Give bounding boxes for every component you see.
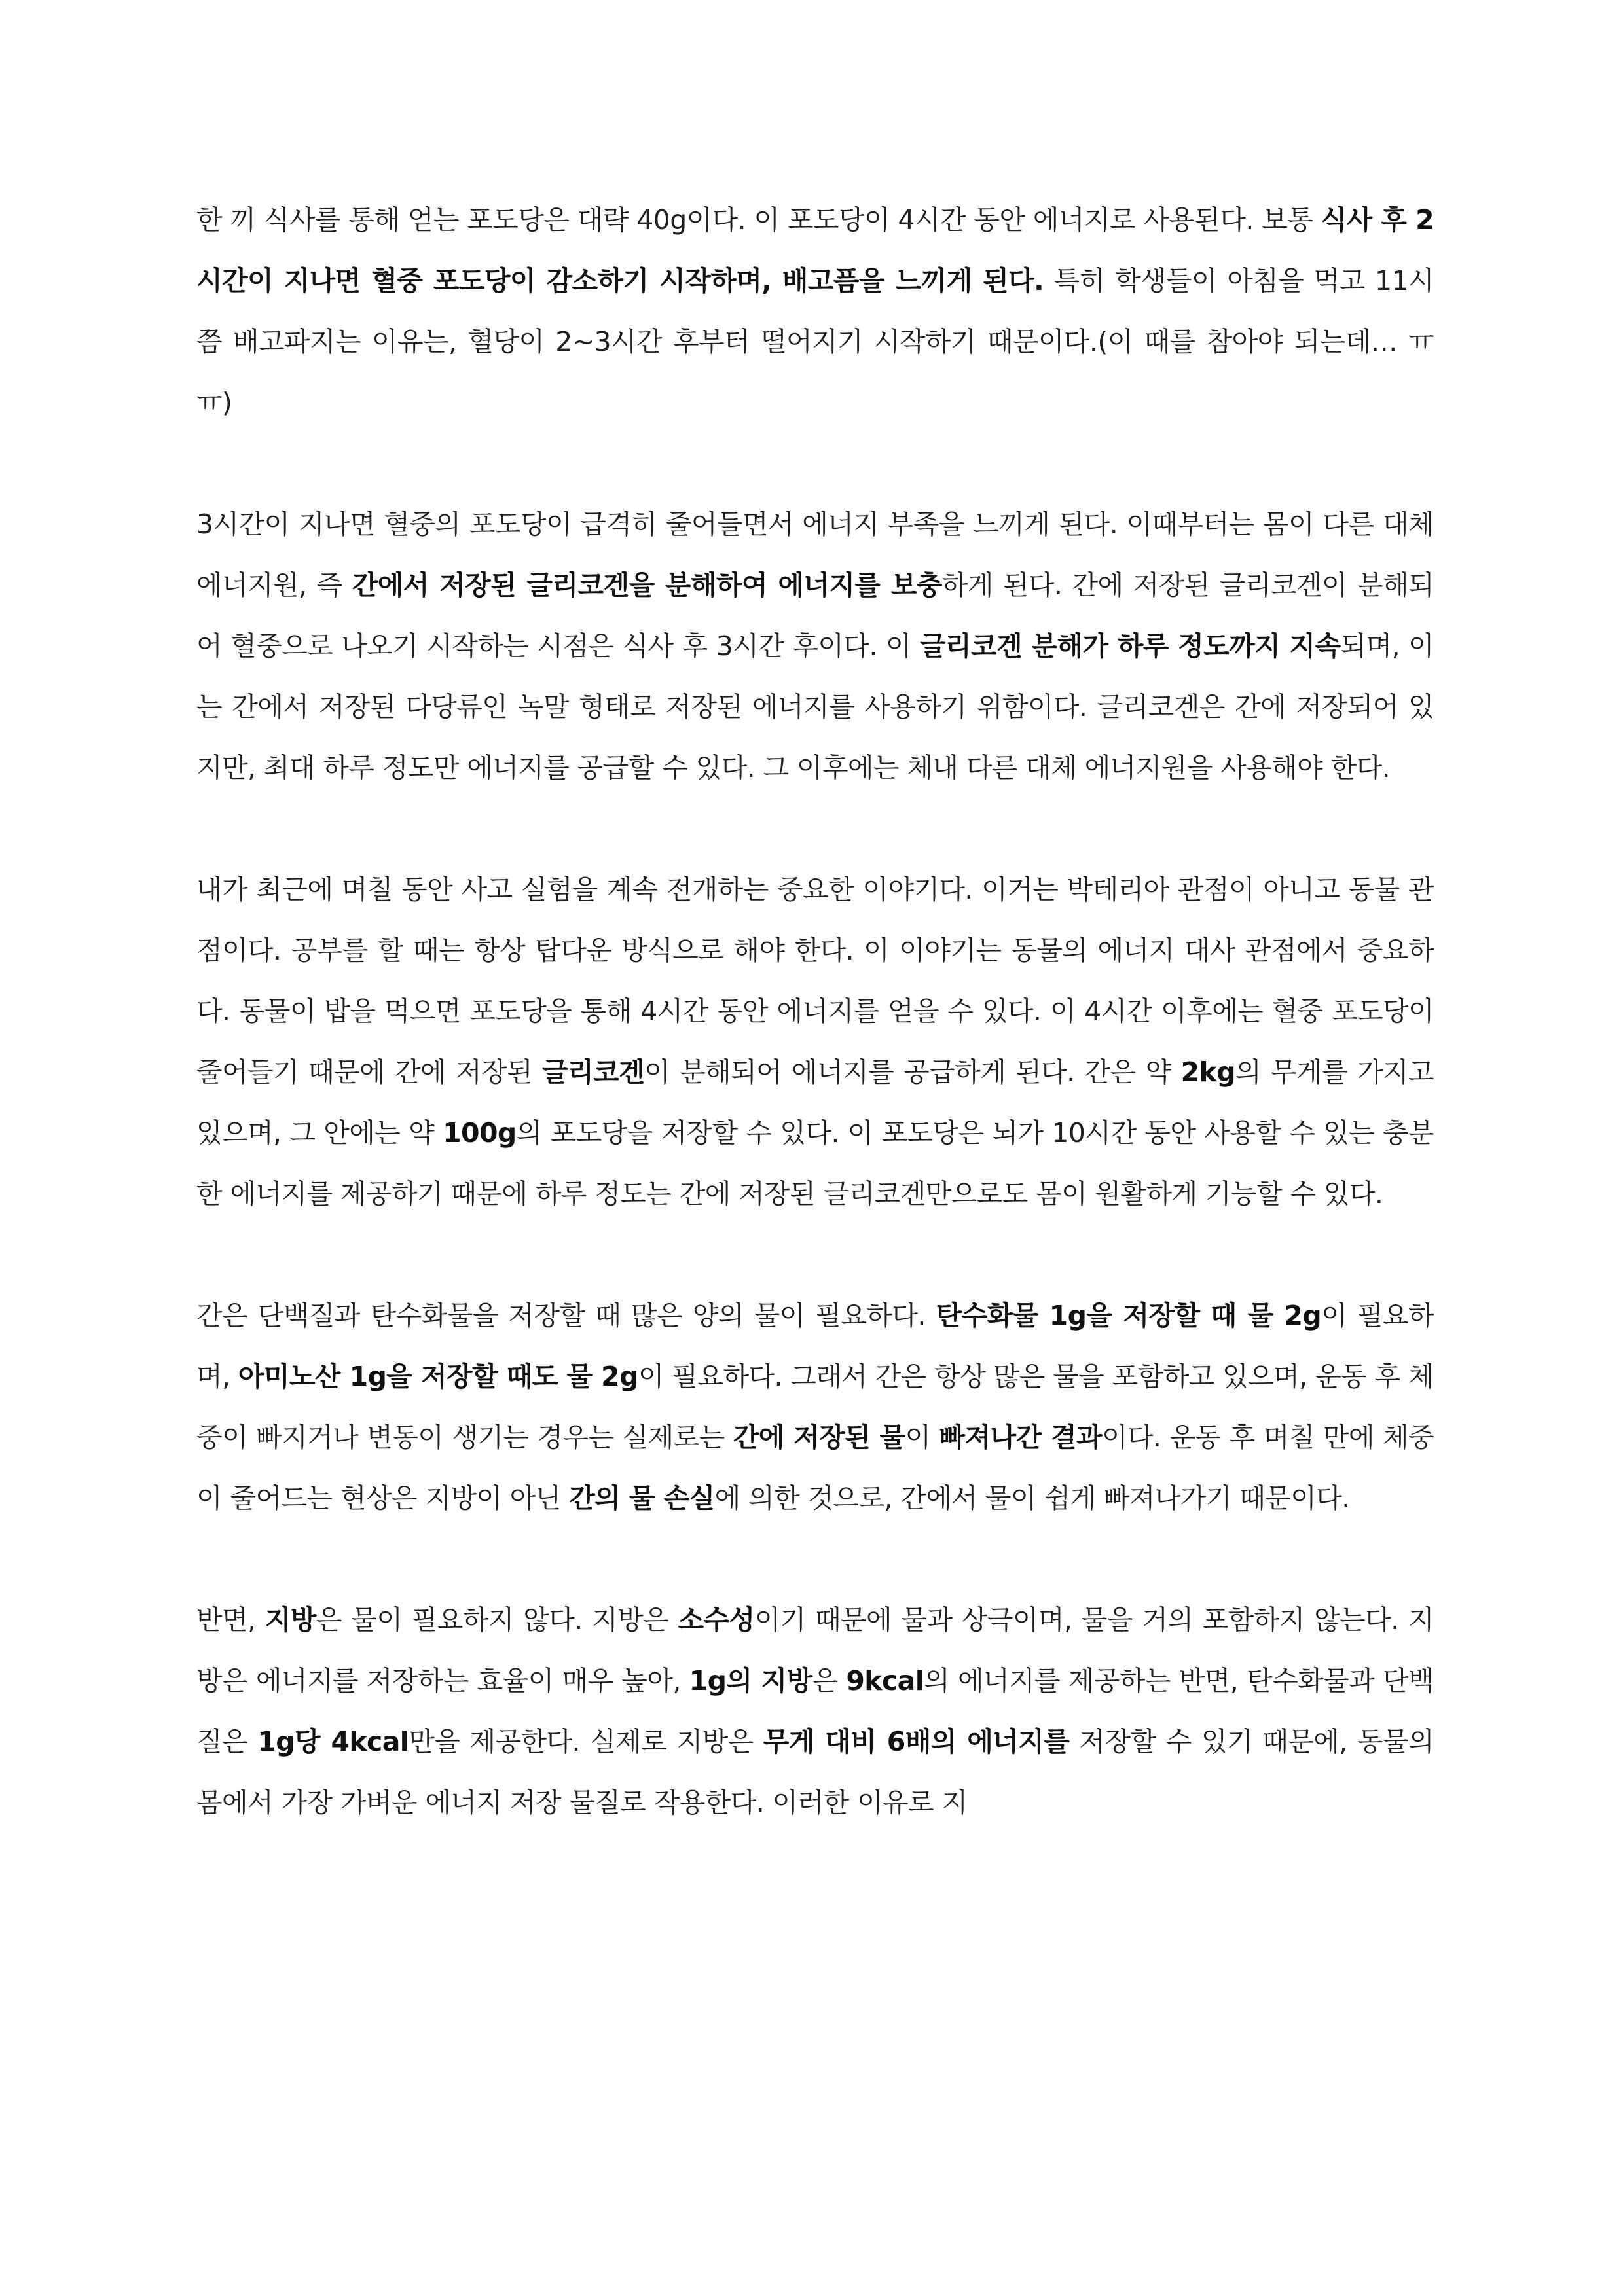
- text-run: 이: [905, 1422, 939, 1453]
- text-run: 은: [812, 1665, 847, 1696]
- paragraph-4: [196, 1285, 1434, 1529]
- bold-text-run: 글리코겐: [542, 1056, 645, 1088]
- text-run: 이기 때문에 물과 상극이며, 물을 거의 포함하지 않는다. 지방은 에너지를 저장하는 효율이 매우 높아,: [196, 1604, 1434, 1696]
- bold-text-run: 소수성: [678, 1604, 755, 1636]
- document-body: [196, 190, 1434, 1833]
- bold-text-run: 9kcal: [846, 1665, 924, 1696]
- bold-text-run: 빠져나간 결과: [939, 1422, 1102, 1453]
- text-run: 의 무게를 가지고 있으며, 그 안에는 약: [196, 1056, 1434, 1149]
- bold-text-run: 글리코겐 분해가 하루 정도까지 지속: [920, 630, 1341, 662]
- text-run: 반면,: [196, 1604, 265, 1636]
- paragraph-5: [196, 1590, 1434, 1833]
- text-run: 은 물이 필요하지 않다. 지방은: [316, 1604, 678, 1636]
- bold-text-run: 무게 대비 6배의 에너지를: [763, 1726, 1070, 1757]
- text-run: 간은 단백질과 탄수화물을 저장할 때 많은 양의 물이 필요하다.: [196, 1300, 936, 1331]
- bold-text-run: 탄수화물 1g을 저장할 때 물 2g: [936, 1300, 1322, 1331]
- bold-text-run: 2kg: [1180, 1056, 1235, 1088]
- text-run: 특히 학생들이 아침을 먹고 11시쯤 배고파지는 이유는, 혈당이 2~3시간 후부터 떨어지기 시작하기 때문이다.(이 때를 참아야 되는데… ㅠㅠ): [196, 265, 1434, 418]
- paragraph-2: [196, 494, 1434, 798]
- text-run: 이 분해되어 에너지를 공급하게 된다. 간은 약: [644, 1056, 1181, 1088]
- text-run: 내가 최근에 며칠 동안 사고 실험을 계속 전개하는 중요한 이야기다. 이거는 박테리아 관점이 아니고 동물 관점이다. 공부를 할 때는 항상 탑다운 방식으로 해야 한다. 이 이야기는 동물의 에너지 대사 관점에서 중요하다. 동물이 밥을 먹으면 포도당을 통해 4시간 동안 에너지를 얻을 수 있다. 이 4시간 이후에는 혈중 포도당이 줄어들기 때문에 간에 저장된: [196, 874, 1434, 1088]
- text-run: 되며, 이는 간에서 저장된 다당류인 녹말 형태로 저장된 에너지를 사용하기 위함이다. 글리코겐은 간에 저장되어 있지만, 최대 하루 정도만 에너지를 공급할 수 있다. 그 이후에는 체내 다른 대체 에너지원을 사용해야 한다.: [196, 630, 1434, 783]
- text-run: 한 끼 식사를 통해 얻는 포도당은 대략 40g이다. 이 포도당이 4시간 동안 에너지로 사용된다. 보통: [196, 204, 1321, 236]
- bold-text-run: 간의 물 손실: [569, 1482, 715, 1514]
- text-run: 이 필요하며,: [196, 1300, 1434, 1392]
- text-run: 이 필요하다. 그래서 간은 항상 많은 물을 포함하고 있으며, 운동 후 체중이 빠지거나 변동이 생기는 경우는 실제로는: [196, 1361, 1434, 1453]
- text-run: 에 의한 것으로, 간에서 물이 쉽게 빠져나가기 때문이다.: [714, 1482, 1350, 1514]
- bold-text-run: 1g당 4kcal: [257, 1726, 409, 1757]
- bold-text-run: 1g의 지방: [689, 1665, 812, 1696]
- bold-text-run: 식사 후 2시간이 지나면 혈중 포도당이 감소하기 시작하며, 배고픔을 느끼게 된다.: [196, 204, 1434, 296]
- bold-text-run: 지방: [264, 1604, 316, 1636]
- text-run: 하게 된다. 간에 저장된 글리코겐이 분해되어 혈중으로 나오기 시작하는 시점은 식사 후 3시간 후이다. 이: [196, 569, 1434, 662]
- bold-text-run: 100g: [443, 1117, 517, 1149]
- bold-text-run: 아미노산 1g을 저장할 때도 물 2g: [238, 1361, 638, 1392]
- text-run: 저장할 수 있기 때문에, 동물의 몸에서 가장 가벼운 에너지 저장 물질로 작용한다. 이러한 이유로 지: [196, 1726, 1434, 1818]
- bold-text-run: 간에 저장된 물: [733, 1422, 905, 1453]
- text-run: 만을 제공한다. 실제로 지방은: [409, 1726, 763, 1757]
- text-run: 이다. 운동 후 며칠 만에 체중이 줄어드는 현상은 지방이 아닌: [196, 1422, 1434, 1514]
- paragraph-3: [196, 859, 1434, 1225]
- paragraph-1: [196, 190, 1434, 433]
- text-run: 의 에너지를 제공하는 반면, 탄수화물과 단백질은: [196, 1665, 1434, 1757]
- bold-text-run: 간에서 저장된 글리코겐을 분해하여 에너지를 보충: [352, 569, 942, 601]
- text-run: 3시간이 지나면 혈중의 포도당이 급격히 줄어들면서 에너지 부족을 느끼게 된다. 이때부터는 몸이 다른 대체 에너지원, 즉: [196, 509, 1434, 601]
- text-run: 의 포도당을 저장할 수 있다. 이 포도당은 뇌가 10시간 동안 사용할 수 있는 충분한 에너지를 제공하기 때문에 하루 정도는 간에 저장된 글리코겐만으로도 몸이 원활하게 기능할 수 있다.: [196, 1117, 1434, 1210]
